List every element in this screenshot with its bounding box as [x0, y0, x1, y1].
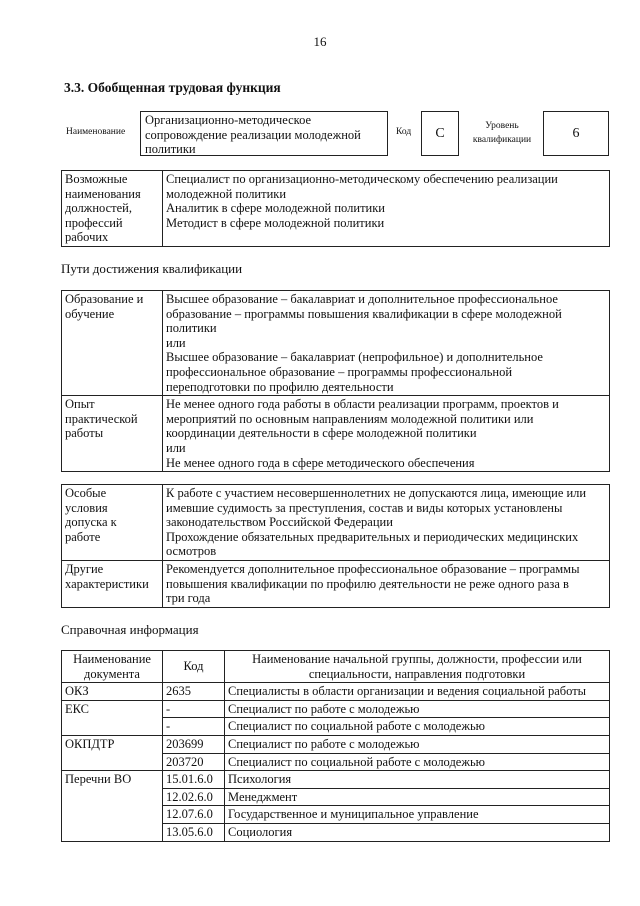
level-value: 6 — [572, 126, 580, 141]
function-name-box — [140, 111, 388, 156]
row-code-cell: 12.07.6.0 — [163, 806, 225, 824]
paths-row-experience — [62, 396, 610, 472]
row-name-cell: Специалисты в области организации и ведения социальной работы — [225, 683, 610, 701]
education-label-line: Образование и — [65, 292, 144, 306]
education-line: Высшее образование – бакалавриат и дополнительное профессиональное — [166, 292, 558, 306]
row-code-cell: 203720 — [163, 753, 225, 771]
positions-line: Методист в сфере молодежной политики — [166, 215, 385, 230]
positions-table — [61, 170, 610, 247]
other-label-cell — [62, 560, 163, 607]
header-name-line: Наименование начальной группы, должности, профессии или — [252, 652, 582, 666]
education-label-line: обучение — [65, 306, 115, 321]
experience-label-cell — [62, 396, 163, 472]
experience-line: Не менее одного года в сфере методического обеспечения — [166, 455, 475, 470]
other-label-line: характеристики — [65, 576, 149, 591]
other-label-line: Другие — [65, 561, 104, 576]
experience-line: мероприятий по основным направлениям молодежной политики или — [166, 411, 534, 426]
table-row — [62, 683, 610, 701]
positions-label-line: Возможные — [65, 172, 128, 186]
header-doc-line: документа — [84, 666, 140, 681]
positions-row — [62, 171, 610, 247]
education-line: образование – программы повышения квалификации в сфере молодежной — [166, 306, 562, 321]
experience-value-cell — [163, 396, 610, 472]
row-name-cell: Государственное и муниципальное управление — [225, 806, 610, 824]
admission-line: законодательством Российской Федерации — [166, 515, 393, 530]
positions-line: Специалист по организационно-методическому обеспечению реализации — [166, 172, 558, 186]
paths-title: Пути достижения квалификации — [61, 261, 243, 276]
section-title: 3.3. Обобщенная трудовая функция — [64, 80, 281, 95]
admission-line: К работе с участием несовершеннолетних не допускаются лица, имеющие или — [166, 486, 587, 500]
reference-title: Справочная информация — [61, 622, 199, 637]
level-label-line1: Уровень — [485, 121, 519, 131]
experience-line: или — [166, 440, 186, 455]
row-code-cell: 12.02.6.0 — [163, 788, 225, 806]
row-name-cell: Социология — [225, 823, 610, 841]
admission-line: Прохождение обязательных предварительных и периодических медицинских — [166, 529, 579, 544]
positions-label-line: должностей, — [65, 201, 132, 216]
other-line: три года — [166, 591, 211, 606]
admission-label-cell — [62, 485, 163, 561]
paths-row-education — [62, 291, 610, 396]
positions-value-cell — [163, 171, 610, 247]
code-box — [421, 111, 459, 156]
level-label — [462, 119, 542, 147]
code-label: Код — [396, 127, 412, 137]
admission-label-line: условия — [65, 500, 108, 515]
table-row — [62, 700, 610, 718]
admission-label-line: работе — [65, 529, 101, 544]
level-box — [543, 111, 609, 156]
conditions-row-admission — [62, 485, 610, 561]
experience-line: координации деятельности в сфере молодежной политики — [166, 426, 477, 441]
conditions-row-other — [62, 560, 610, 607]
education-label-cell — [62, 291, 163, 396]
level-label-line2: квалификации — [472, 135, 532, 145]
education-line: или — [166, 335, 186, 350]
header-name-line: специальности, направления подготовки — [308, 666, 526, 681]
positions-label-line: наименования — [65, 186, 141, 201]
row-code-cell: 203699 — [163, 735, 225, 753]
row-name-cell: Специалист по работе с молодежью — [225, 735, 610, 753]
reference-header-row — [62, 651, 610, 683]
row-doc-cell: ОКЗ — [62, 683, 163, 701]
row-name-cell: Специалист по социальной работе с молодежью — [225, 718, 610, 736]
positions-label-line: рабочих — [65, 230, 109, 245]
header-code-cell — [163, 651, 225, 683]
education-line: Высшее образование – бакалавриат (непрофильное) и дополнительное — [166, 350, 543, 365]
admission-label-line: Особые — [65, 486, 107, 500]
other-value-cell — [163, 560, 610, 607]
admission-label-line: допуска к — [65, 515, 117, 530]
row-doc-cell: ЕКС — [62, 700, 163, 735]
positions-line: Аналитик в сфере молодежной политики — [166, 201, 385, 216]
header-name-cell — [225, 651, 610, 683]
row-code-cell: 15.01.6.0 — [163, 771, 225, 789]
row-code-cell: 13.05.6.0 — [163, 823, 225, 841]
education-value-cell — [163, 291, 610, 396]
conditions-table — [61, 484, 610, 608]
row-name-cell: Психология — [225, 771, 610, 789]
table-row — [62, 735, 610, 753]
positions-label-line: профессий — [65, 215, 123, 230]
other-line: Рекомендуется дополнительное профессиональное образование – программы — [166, 561, 580, 576]
experience-label-line: Опыт — [65, 397, 95, 412]
experience-line: Не менее одного года работы в области реализации программ, проектов и — [166, 397, 559, 412]
header-code-text: Код — [183, 659, 204, 674]
row-doc-cell: Перечни ВО — [62, 771, 163, 841]
experience-label-line: практической — [65, 411, 138, 426]
row-doc-cell: ОКПДТР — [62, 735, 163, 770]
table-row — [62, 771, 610, 789]
row-code-cell: - — [163, 700, 225, 718]
education-line: политики — [166, 321, 217, 336]
name-label: Наименование — [66, 127, 126, 137]
page-number: 16 — [313, 34, 327, 49]
header-doc-line: Наименование — [73, 652, 151, 666]
education-line: переподготовки по профилю деятельности — [166, 379, 394, 394]
experience-label-line: работы — [65, 426, 104, 441]
paths-table — [61, 290, 610, 472]
admission-line: осмотров — [166, 544, 217, 559]
education-line: профессиональное образование – программы профессиональной — [166, 364, 513, 379]
admission-line: имевшие судимость за преступления, состав и виды которых установлены — [166, 500, 563, 515]
code-value: С — [435, 126, 445, 141]
other-line: повышения квалификации по профилю деятельности не реже одного раза в — [166, 576, 569, 591]
positions-label-cell — [62, 171, 163, 247]
reference-table — [61, 650, 610, 842]
admission-value-cell — [163, 485, 610, 561]
row-code-cell: - — [163, 718, 225, 736]
function-name-value: Организационно-методическое сопровождение реализации молодежной политики — [145, 113, 361, 157]
row-name-cell: Менеджмент — [225, 788, 610, 806]
row-name-cell: Специалист по социальной работе с молодежью — [225, 753, 610, 771]
row-name-cell: Специалист по работе с молодежью — [225, 700, 610, 718]
positions-line: молодежной политики — [166, 186, 287, 201]
row-code-cell: 2635 — [163, 683, 225, 701]
header-doc-cell — [62, 651, 163, 683]
